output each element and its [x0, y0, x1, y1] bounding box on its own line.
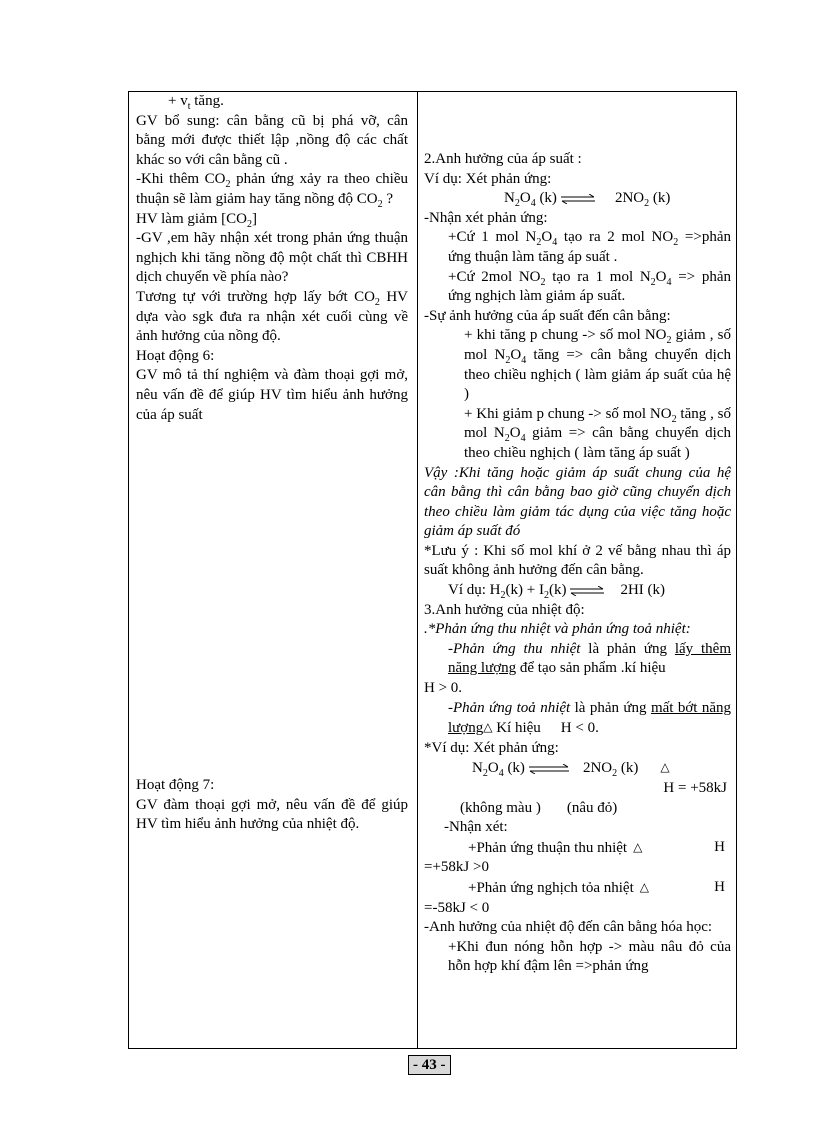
- endothermic-definition: -Phản ứng thu nhiệt là phản ứng lấy thêm năng lượng để tạo sản phẩm .kí hiệu: [448, 640, 731, 677]
- equation-n2o4: $N_2O_4$ (k) $2NO_2$ (k): [504, 190, 671, 210]
- equation-n2o4-heat: $N_2O_4$ (k) $2NO_2$ (k) △: [472, 760, 670, 780]
- temperature-remark-heading: -Nhận xét:: [444, 819, 508, 836]
- column-divider: [417, 92, 418, 1048]
- pressure-note: *Lưu ý : Khi số mol khí ở 2 vế bằng nhau thì áp suất không ảnh hưởng đến cân bằng.: [424, 542, 731, 579]
- velocity-line: + $v_t$ tăng.: [168, 93, 224, 112]
- forward-enthalpy: =+58kJ >0: [424, 859, 489, 876]
- enthalpy-value: H = +58kJ: [663, 780, 727, 796]
- equilibrium-arrow-icon: [529, 764, 569, 774]
- content-column: [424, 92, 731, 977]
- forward-endothermic: +Phản ứng thuận thu nhiệt △ H: [468, 838, 725, 856]
- delta-icon: △: [639, 879, 649, 894]
- activity-6-text: GV mô tả thí nghiệm và đàm thoại gợi mở, nêu vấn đề để giúp HV tìm hiểu ảnh hưởng của áp suất: [136, 367, 408, 423]
- reverse-exothermic: +Phản ứng nghịch tỏa nhiệt △ H: [468, 878, 725, 896]
- pressure-effect-heading: -Sự ảnh hưởng của áp suất đến cân bằng:: [424, 307, 671, 324]
- reverse-enthalpy: =-58kJ < 0: [424, 899, 490, 916]
- temperature-effect-heading: -Anh hưởng của nhiệt độ đến cân bằng hóa học:: [424, 919, 713, 936]
- pressure-heading: 2.Anh hưởng của áp suất :: [424, 151, 582, 167]
- temperature-example-intro: *Ví dụ: Xét phản ứng:: [424, 739, 559, 756]
- hv-answer: HV làm giảm $[CO_2]$: [136, 210, 257, 230]
- reverse-remark: +Cứ 2mol $NO_2$ tạo ra 1 mol $N_2O_4$ => phản ứng nghịch làm giảm áp suất.: [448, 268, 731, 305]
- equilibrium-arrow-icon: [561, 194, 595, 204]
- delta-icon: △: [660, 760, 670, 775]
- co2-question: -Khi thêm $CO_2$ phản ứng xảy ra theo chiều thuận sẽ làm giảm hay tăng nồng độ $CO_2$ ?: [136, 171, 409, 210]
- activity-7-heading: Hoạt động 7:: [136, 777, 215, 794]
- color-labels: (không màu ) (nâu đỏ): [460, 799, 618, 816]
- spacer: [136, 425, 408, 776]
- pressure-decrease: + Khi giảm p chung -> số mol $NO_2$ tăng , số mol $N_2O_4$ giảm => cân bằng chuyển dịch theo chiều nghịch ( làm tăng áp suất ): [464, 405, 731, 461]
- forward-remark: +Cứ 1 mol $N_2O_4$ tạo ra 2 mol $NO_2$ =>phản ứng thuận làm tăng áp suất .: [448, 229, 731, 265]
- activity-7-text: GV đàm thoại gợi mở, nêu vấn đề để giúp HV tìm hiểu ảnh hưởng của nhiệt độ.: [136, 796, 408, 833]
- heating-effect: +Khi đun nóng hỗn hợp -> màu nâu đỏ của hỗn hợp khí đậm lên =>phản ứng: [448, 938, 731, 975]
- endothermic-symbol: H > 0.: [424, 680, 463, 697]
- pressure-conclusion: Vậy :Khi tăng hoặc giảm áp suất chung của hệ cân bằng thì cân bằng bao giờ cũng chuyển dịch theo chiều làm giảm tác dụng của việc tăng hoặc giảm áp suất đó: [424, 464, 731, 540]
- reaction-remark-heading: -Nhận xét phản ứng:: [424, 209, 548, 226]
- co2-removal-note: Tương tự với trường hợp lấy bớt $CO_2$ HV dựa vào sgk đưa ra nhận xét cuối cùng về ảnh hưởng của nồng độ.: [136, 288, 408, 345]
- page-number: - 43 -: [408, 1055, 451, 1075]
- activity-6-heading: Hoạt động 6:: [136, 347, 215, 364]
- gv-question: -GV ,em hãy nhận xét trong phản ứng thuận nghịch khi tăng nồng độ một chất thì CBHH dịch chuyển về phía nào?: [136, 230, 408, 286]
- heat-reaction-heading: .*Phản ứng thu nhiệt và phản ứng toả nhiệt:: [424, 621, 691, 638]
- pressure-example-intro: Ví dụ: Xét phản ứng:: [424, 170, 552, 187]
- delta-icon: △: [633, 839, 643, 854]
- pressure-increase: + khi tăng p chung -> số mol $NO_2$ giảm , số mol $N_2O_4$ tăng => cân bằng chuyển dịch theo chiều nghịch ( làm giảm áp suất của hệ ): [464, 327, 732, 403]
- equilibrium-arrow-icon: [570, 586, 604, 596]
- equation-hi: Ví dụ: $H_2(k) + I_2(k)$ 2HI (k): [448, 582, 666, 602]
- gv-supplement: GV bổ sung: cân bằng cũ bị phá vỡ, cân bằng mới được thiết lập ,nồng độ các chất khác so với cân bằng cũ .: [136, 112, 408, 168]
- spacer: [424, 92, 731, 150]
- teacher-activity-column: [136, 92, 408, 835]
- delta-icon: △: [483, 720, 493, 735]
- exothermic-definition: -Phản ứng toả nhiệt là phản ứng mất bớt năng lượng△ Kí hiệu H < 0.: [448, 699, 732, 737]
- temperature-heading: 3.Anh hưởng của nhiệt độ:: [424, 601, 585, 618]
- lesson-table: [128, 91, 737, 1049]
